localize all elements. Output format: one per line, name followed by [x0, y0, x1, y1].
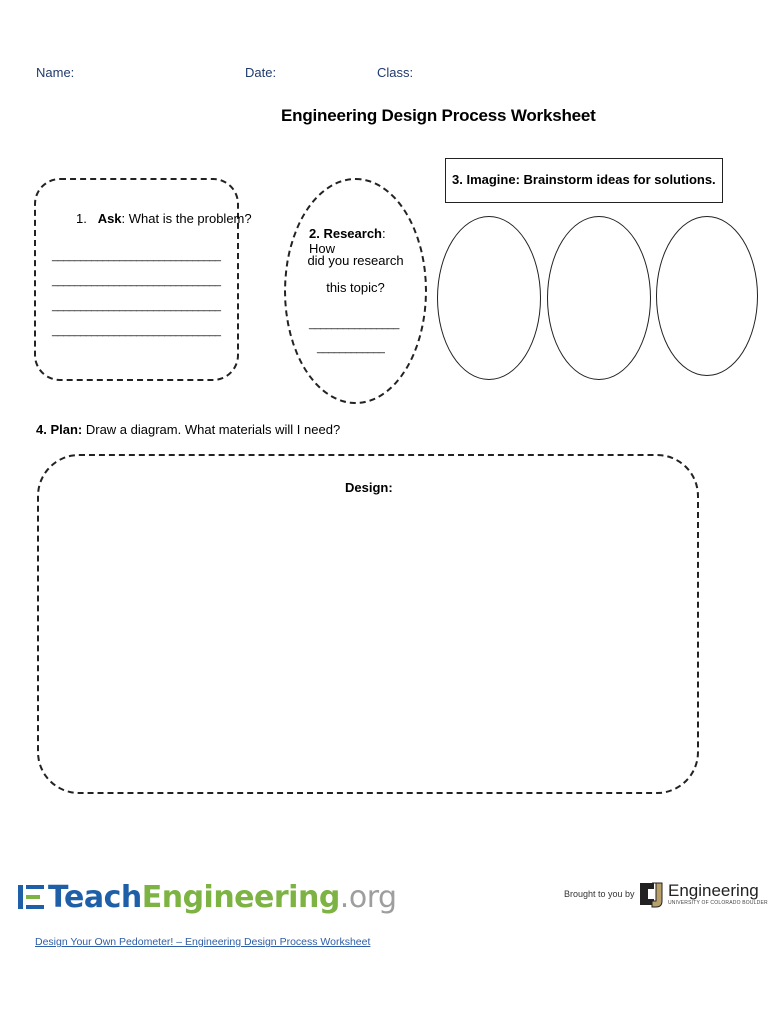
ask-line-4[interactable]: ______________________________ — [52, 325, 221, 337]
ask-line-1[interactable]: ______________________________ — [52, 250, 221, 262]
logo-teach: Teach — [48, 879, 142, 915]
worksheet-link[interactable]: Design Your Own Pedometer! – Engineering Design Process Worksheet — [35, 936, 371, 948]
research-heading — [309, 226, 409, 256]
plan-heading — [36, 422, 340, 437]
research-line-1[interactable]: ________________ — [309, 318, 399, 330]
teachengineering-logo[interactable] — [18, 878, 397, 916]
teachengineering-icon — [18, 883, 44, 911]
logo-org: .org — [339, 879, 397, 915]
ask-line-3[interactable]: ______________________________ — [52, 300, 221, 312]
ask-number: 1. — [76, 211, 87, 226]
idea-circle-2[interactable] — [547, 216, 651, 380]
design-label: Design: — [345, 480, 393, 495]
research-keyword: 2. Research — [309, 226, 382, 241]
imagine-label: 3. Imagine: Brainstorm ideas for solutions. — [452, 172, 716, 187]
class-label: Class: — [377, 65, 414, 80]
research-question-2: did you research — [307, 253, 404, 268]
research-question-1: : How — [309, 226, 386, 256]
ask-heading — [76, 211, 252, 226]
idea-circle-1[interactable] — [437, 216, 541, 380]
cu-engineering-logo[interactable] — [638, 879, 768, 909]
ask-question: : What is the problem? — [121, 211, 252, 226]
logo-engineering: Engineering — [141, 879, 340, 915]
partner-name: Engineering — [668, 881, 759, 900]
brought-by-label: Brought to you by — [564, 889, 635, 899]
plan-text: Draw a diagram. What materials will I need? — [82, 422, 341, 437]
worksheet-title: Engineering Design Process Worksheet — [281, 106, 596, 125]
ask-line-2[interactable]: ______________________________ — [52, 275, 221, 287]
plan-keyword: 4. Plan: — [36, 422, 83, 437]
name-label: Name: — [36, 65, 75, 80]
cu-logo-icon — [638, 879, 664, 909]
research-question-3: this topic? — [326, 280, 385, 295]
idea-circle-3[interactable] — [656, 216, 758, 376]
ask-keyword: Ask — [97, 211, 122, 226]
date-label: Date: — [245, 65, 277, 80]
partner-sub: UNIVERSITY OF COLORADO BOULDER — [668, 900, 768, 906]
design-box[interactable] — [37, 454, 699, 794]
research-line-2[interactable]: ____________ — [317, 342, 385, 354]
